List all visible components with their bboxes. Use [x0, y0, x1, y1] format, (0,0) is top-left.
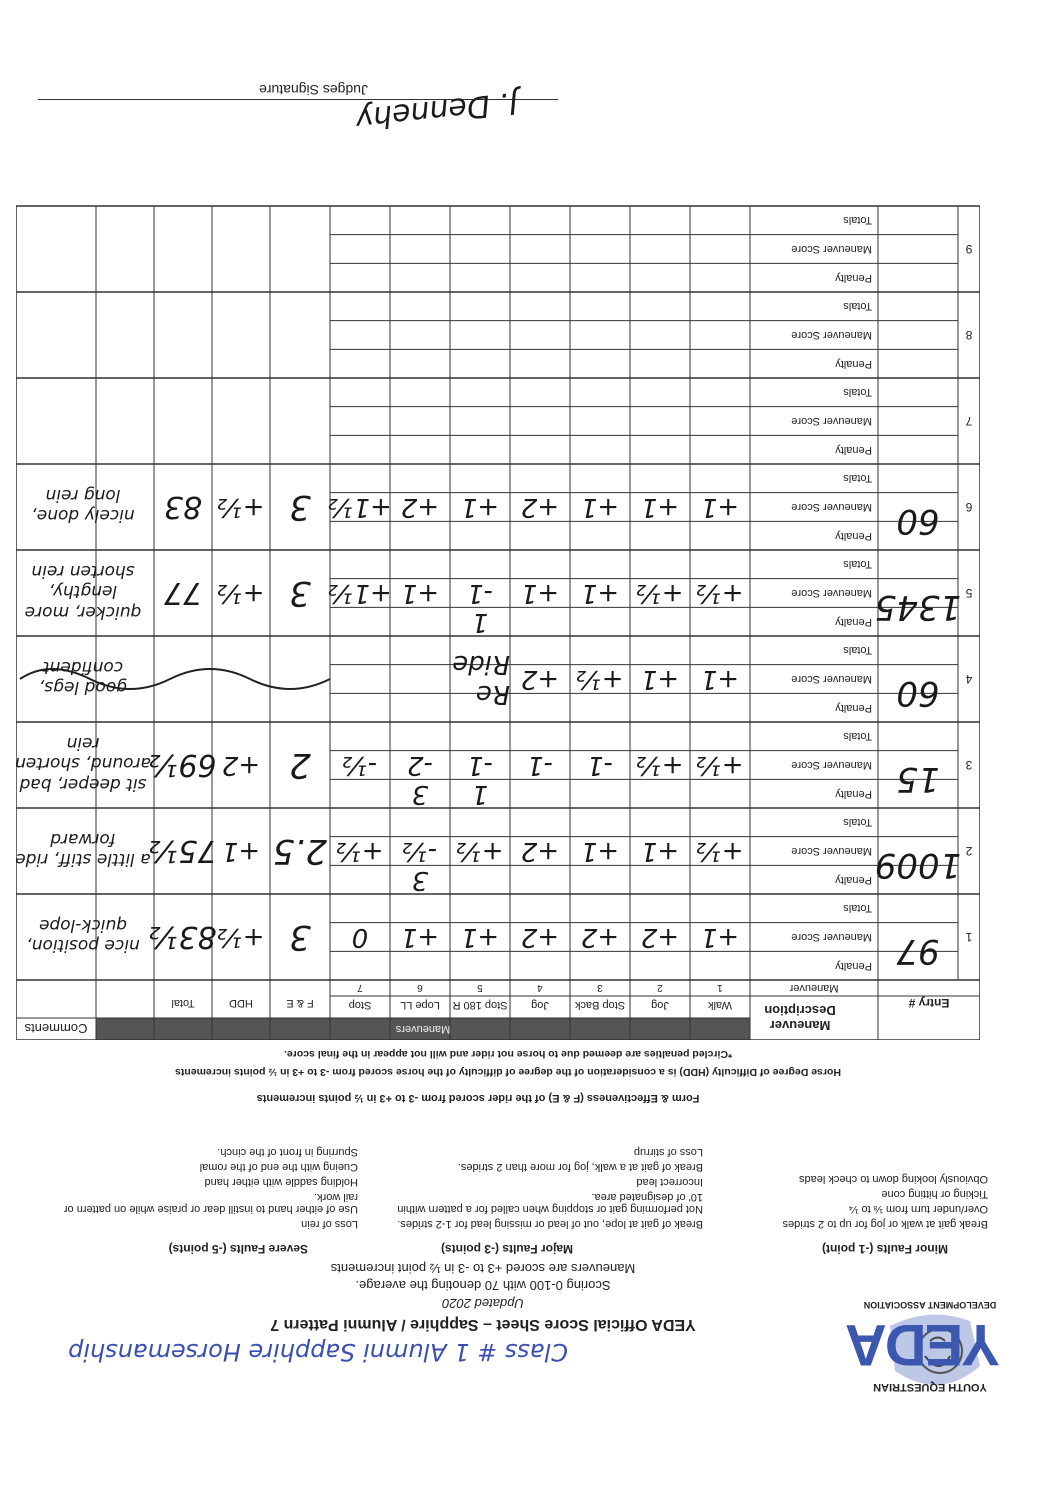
penalty-value [630, 263, 690, 292]
penalty-value [450, 263, 510, 292]
maneuver-score [330, 321, 390, 350]
total-score: 69½ [149, 747, 217, 783]
penalty-value [690, 349, 750, 378]
penalty-value [510, 349, 570, 378]
row-label: Totals [843, 644, 872, 657]
scoring-line2: Maneuvers are scored +3 to -3 in ½ point increments [330, 1261, 636, 1276]
maneuver-score: +½ [636, 750, 684, 781]
maneuver-score: +1 [640, 836, 680, 867]
maneuver-score: +2 [520, 836, 560, 867]
maneuver-score [450, 407, 510, 436]
penalty-value: 1 [471, 778, 489, 809]
comment-text: sit deeper, bad around, shorten rein [15, 732, 151, 794]
penalty-value [630, 521, 690, 550]
penalty-value [390, 951, 450, 980]
row-label: Maneuver Score [791, 845, 872, 858]
maneuver-score: +1 [640, 664, 680, 695]
score-table [16, 110, 980, 1040]
maneuver-score: +2 [640, 922, 680, 953]
maneuver-number: 1 [717, 982, 723, 994]
maneuver-desc-header: Maneuver Description [764, 1003, 836, 1033]
maneuver-number: 3 [597, 982, 603, 994]
row-label: Maneuver Score [791, 673, 872, 686]
row-label: Totals [843, 472, 872, 485]
entry-number [878, 407, 958, 464]
row-label: Penalty [835, 271, 872, 284]
row-label: Totals [843, 214, 872, 227]
hdd-score [212, 206, 270, 292]
fault-item: Holding saddle with either hand [204, 1176, 358, 1188]
fe-note: Form & Effectiveness (F & E) of the rider scored from -3 to +3 in ½ points increments [256, 1092, 700, 1104]
maneuver-score [570, 235, 630, 264]
minor-faults [708, 1173, 988, 1256]
fault-item: Break gait at walk or jog for up to 2 strides [782, 1218, 988, 1230]
penalty-value [510, 263, 570, 292]
hdd-score: +½ [217, 492, 265, 522]
entry-number: 60 [896, 673, 940, 714]
penalty-value: 3 [411, 864, 429, 895]
maneuver-score: +½ [696, 750, 744, 781]
penalty-value [570, 263, 630, 292]
penalty-value [510, 435, 570, 464]
penalty-value [390, 435, 450, 464]
hdd-score [212, 636, 270, 722]
maneuver-score: +½ [336, 836, 384, 867]
penalty-value [390, 263, 450, 292]
maneuver-desc: Jog [651, 999, 669, 1011]
penalty-value [450, 865, 510, 894]
row-label: Penalty [835, 443, 872, 456]
penalty-value [570, 349, 630, 378]
entry-number: 97 [896, 931, 940, 972]
penalty-value: 1 [471, 606, 489, 637]
comment-text: good legs, confident [38, 657, 128, 698]
maneuver-score: +1 [580, 578, 620, 609]
entry-number [878, 321, 958, 378]
hdd-score: +½ [217, 578, 265, 608]
scoring-line1: Scoring 0-100 with 70 denoting the average. [355, 1278, 611, 1293]
penalty-value [510, 865, 570, 894]
entry-number: 1009 [874, 845, 962, 886]
judge-signature-label: Judges Signature [259, 82, 368, 98]
fault-item: Incorrect lead [636, 1176, 703, 1188]
penalty-value [390, 521, 450, 550]
sheet-header [0, 1026, 1058, 1496]
maneuver-score [450, 235, 510, 264]
row-number: 4 [965, 672, 973, 686]
entry-header: Entry # [908, 996, 950, 1010]
row-number: 1 [965, 930, 973, 944]
comments-header: Comments [24, 1021, 88, 1037]
total-score: 83½ [149, 919, 217, 955]
penalty-value: 3 [411, 778, 429, 809]
penalty-value [570, 521, 630, 550]
penalty-value [690, 263, 750, 292]
fe-score [270, 378, 330, 464]
maneuver-score [450, 321, 510, 350]
maneuver-score: +1 [580, 836, 620, 867]
entry-number: 1345 [874, 587, 962, 628]
fe-score: 3 [289, 487, 311, 527]
org-line2: DEVELOPMENT ASSOCIATION [863, 1300, 997, 1310]
row-label: Penalty [835, 615, 872, 628]
maneuver-score: +½ [636, 578, 684, 609]
row-label: Penalty [835, 873, 872, 886]
total-score: 75½ [149, 833, 217, 869]
row-label: Totals [843, 300, 872, 313]
entry-number [878, 235, 958, 292]
minor-faults-title: Minor Faults (-1 point) [822, 1242, 948, 1256]
penalty-value [330, 607, 390, 636]
maneuver-row-label: Maneuver [789, 982, 839, 994]
penalty-value [510, 779, 570, 808]
fault-item: Cueing with the end of the romal [199, 1161, 358, 1173]
maneuver-score: +1 [640, 492, 680, 523]
row-label: Penalty [835, 701, 872, 714]
penalty-value [690, 607, 750, 636]
maneuver-score: +½ [456, 836, 504, 867]
maneuver-score [390, 235, 450, 264]
penalty-value [450, 435, 510, 464]
maneuver-score: +1 [580, 492, 620, 523]
maneuver-score [570, 407, 630, 436]
fault-item: Break of gait at lope, out of lead or missing lead for 1-2 strides. [397, 1218, 703, 1230]
comment-text: a little stiff, ride forward [15, 829, 151, 870]
row-label: Penalty [835, 357, 872, 370]
fe-score [270, 636, 330, 722]
maneuver-score: +½ [696, 836, 744, 867]
comment-text [12, 202, 154, 292]
total-score [154, 292, 212, 378]
maneuver-score: +½ [696, 578, 744, 609]
penalty-value [390, 693, 450, 722]
penalty-value [330, 693, 390, 722]
fault-item: Loss of rein [301, 1218, 358, 1230]
penalty-value [630, 607, 690, 636]
comment-text: nicely done, long rein [31, 485, 135, 526]
hdd-score: +½ [217, 922, 265, 952]
maneuver-score [630, 407, 690, 436]
maneuver-desc: Stop Back [574, 999, 626, 1011]
penalty-value [630, 693, 690, 722]
penalty-value [330, 435, 390, 464]
row-number: 5 [965, 586, 973, 600]
penalty-value [510, 693, 570, 722]
penalty-value [330, 951, 390, 980]
maneuver-score: -1 [527, 750, 553, 781]
fe-score: 3 [289, 573, 311, 613]
major-faults [383, 1146, 703, 1256]
penalty-value [510, 521, 570, 550]
maneuver-score: +1½ [328, 492, 392, 523]
maneuver-score: -1 [467, 578, 493, 609]
maneuver-desc: Jog [531, 999, 549, 1011]
maneuver-score: +1 [700, 492, 740, 523]
row-number: 2 [965, 844, 973, 858]
severe-faults [58, 1146, 358, 1256]
penalty-value [330, 865, 390, 894]
penalty-value [570, 693, 630, 722]
penalty-value [390, 349, 450, 378]
row-label: Maneuver Score [791, 587, 872, 600]
penalty-value [690, 865, 750, 894]
updated-text: Updated 2020 [442, 1296, 524, 1311]
fault-item: Loss of stirrup [633, 1146, 703, 1158]
row-label: Totals [843, 558, 872, 571]
fe-score: 2.5 [272, 831, 328, 871]
fault-item: Not performing gait or stopping when called for a pattern within 10' of designated area. [397, 1191, 703, 1215]
penalty-value [450, 951, 510, 980]
maneuver-number: 4 [537, 982, 543, 994]
penalty-value [630, 779, 690, 808]
row-number: 7 [965, 414, 973, 428]
maneuver-score: +1 [700, 664, 740, 695]
penalty-value [690, 951, 750, 980]
row-label: Maneuver Score [791, 931, 872, 944]
maneuver-score [330, 407, 390, 436]
penalty-value [390, 607, 450, 636]
maneuver-score: -1 [587, 750, 613, 781]
maneuver-score [630, 235, 690, 264]
maneuver-desc: Lope LL [400, 999, 440, 1011]
maneuvers-banner: Maneuvers [395, 1023, 451, 1035]
penalty-value [570, 865, 630, 894]
maneuver-score [510, 235, 570, 264]
penalty-value [570, 607, 630, 636]
maneuver-desc: Walk [707, 999, 733, 1011]
maneuver-score: +1½ [328, 578, 392, 609]
hdd-note: Horse Degree of Difficulty (HDD) is a consideration of the degree of difficulty of the horse scored from -3 to +3 in ½ points increments [175, 1066, 841, 1078]
maneuver-score: -½ [402, 836, 438, 867]
maneuver-score [630, 321, 690, 350]
maneuver-score: +1 [400, 578, 440, 609]
maneuver-score: +1 [460, 922, 500, 953]
maneuver-score: +1 [400, 922, 440, 953]
row-label: Maneuver Score [791, 329, 872, 342]
row-label: Totals [843, 902, 872, 915]
maneuver-score [390, 665, 450, 694]
row-number: 8 [965, 328, 973, 342]
total-score [154, 636, 212, 722]
hdd-score: +2 [221, 750, 261, 780]
penalty-value [690, 693, 750, 722]
maneuver-score [390, 321, 450, 350]
org-letters: YEDA [846, 1312, 1000, 1377]
severe-faults-title: Severe Faults (-5 points) [168, 1242, 308, 1256]
penalty-value [690, 435, 750, 464]
fault-item: Use of either hand to instill dear or praise while on pattern or rail work. [63, 1191, 358, 1215]
penalty-value [690, 779, 750, 808]
extra-header: F & E [286, 997, 314, 1009]
extra-header: Total [171, 997, 195, 1009]
hdd-score [212, 378, 270, 464]
maneuver-score: -½ [342, 750, 378, 781]
org-line1: YOUTH EQUESTRIAN [873, 1381, 987, 1393]
hdd-score [212, 292, 270, 378]
entry-number: 15 [896, 759, 940, 800]
row-label: Maneuver Score [791, 759, 872, 772]
fault-item: Spurring in front of the cinch. [217, 1146, 358, 1158]
maneuver-score [570, 321, 630, 350]
total-score [154, 206, 212, 292]
hdd-score: +1 [221, 836, 261, 866]
maneuver-desc: Stop [348, 999, 372, 1011]
maneuver-score: +2 [520, 664, 560, 695]
maneuver-desc: Stop 180 R [452, 999, 508, 1011]
row-label: Totals [843, 730, 872, 743]
major-faults-title: Major Faults (-3 points) [441, 1242, 573, 1256]
maneuver-number: 2 [657, 982, 663, 994]
penalty-value [450, 349, 510, 378]
row-label: Penalty [835, 529, 872, 542]
penalty-value [510, 607, 570, 636]
maneuver-score: +1 [460, 492, 500, 523]
penalty-value [330, 779, 390, 808]
maneuver-score [510, 407, 570, 436]
maneuver-score: -1 [467, 750, 493, 781]
total-score: 83 [163, 489, 203, 525]
comment-text [12, 288, 154, 378]
penalty-value [330, 349, 390, 378]
fault-item: Obviously looking down to check leads [799, 1173, 988, 1185]
comment-text: quicker, more lengthy, shorten rein [24, 560, 142, 622]
maneuver-score [390, 407, 450, 436]
maneuver-number: 7 [357, 982, 363, 994]
maneuver-score: +1 [700, 922, 740, 953]
maneuver-score [330, 665, 390, 694]
row-number: 9 [965, 242, 973, 256]
row-number: 6 [965, 500, 973, 514]
fault-item: Ticking or hitting cone [881, 1188, 988, 1200]
fe-score [270, 292, 330, 378]
penalty-value [570, 779, 630, 808]
maneuver-score: +2 [520, 492, 560, 523]
judge-signature: J. Dennehy [353, 84, 520, 137]
maneuver-score: -2 [407, 750, 433, 781]
row-label: Totals [843, 816, 872, 829]
penalty-value [630, 865, 690, 894]
maneuver-score: +2 [580, 922, 620, 953]
maneuver-score: Re Ride [452, 649, 510, 710]
row-number: 3 [965, 758, 973, 772]
maneuver-score [690, 407, 750, 436]
penalty-value [450, 521, 510, 550]
penalty-value [510, 951, 570, 980]
maneuver-score: +½ [576, 664, 624, 695]
penalty-value [630, 435, 690, 464]
class-handwritten: Class # 1 Alumni Sapphire Horsemanship [68, 1338, 568, 1366]
fe-score: 2 [289, 745, 311, 785]
total-score: 77 [163, 575, 203, 611]
circled-note: *Circled penalties are deemed due to horse not rider and will not appear in the final score. [283, 1048, 733, 1060]
maneuver-score [690, 235, 750, 264]
comment-text: nice position, quick-lope [26, 915, 140, 956]
penalty-value [570, 951, 630, 980]
fe-score [270, 206, 330, 292]
penalty-value [570, 435, 630, 464]
penalty-value [330, 521, 390, 550]
fault-item: Over/under turn from ⅛ to ¼ [849, 1203, 988, 1215]
row-label: Maneuver Score [791, 243, 872, 256]
row-label: Maneuver Score [791, 501, 872, 514]
comment-text [12, 374, 154, 464]
maneuver-score: +2 [400, 492, 440, 523]
maneuver-number: 6 [417, 982, 423, 994]
maneuver-score [690, 321, 750, 350]
penalty-value [690, 521, 750, 550]
row-label: Maneuver Score [791, 415, 872, 428]
maneuver-score [510, 321, 570, 350]
penalty-value [330, 263, 390, 292]
entry-number: 60 [896, 501, 940, 542]
maneuver-score: 0 [351, 922, 369, 953]
row-label: Totals [843, 386, 872, 399]
maneuver-score [330, 235, 390, 264]
fe-score: 3 [289, 917, 311, 957]
penalty-value [630, 951, 690, 980]
penalty-value [630, 349, 690, 378]
sheet-title: YEDA Official Score Sheet – Sapphire / Alumni Pattern 7 [270, 1316, 696, 1333]
fault-item: Break of gait at a walk, jog for more than 2 strides. [457, 1161, 703, 1173]
total-score [154, 378, 212, 464]
maneuver-number: 5 [477, 982, 483, 994]
row-label: Penalty [835, 959, 872, 972]
extra-header: HDD [229, 997, 253, 1009]
maneuver-score: +1 [520, 578, 560, 609]
row-label: Penalty [835, 787, 872, 800]
maneuver-score: +2 [520, 922, 560, 953]
